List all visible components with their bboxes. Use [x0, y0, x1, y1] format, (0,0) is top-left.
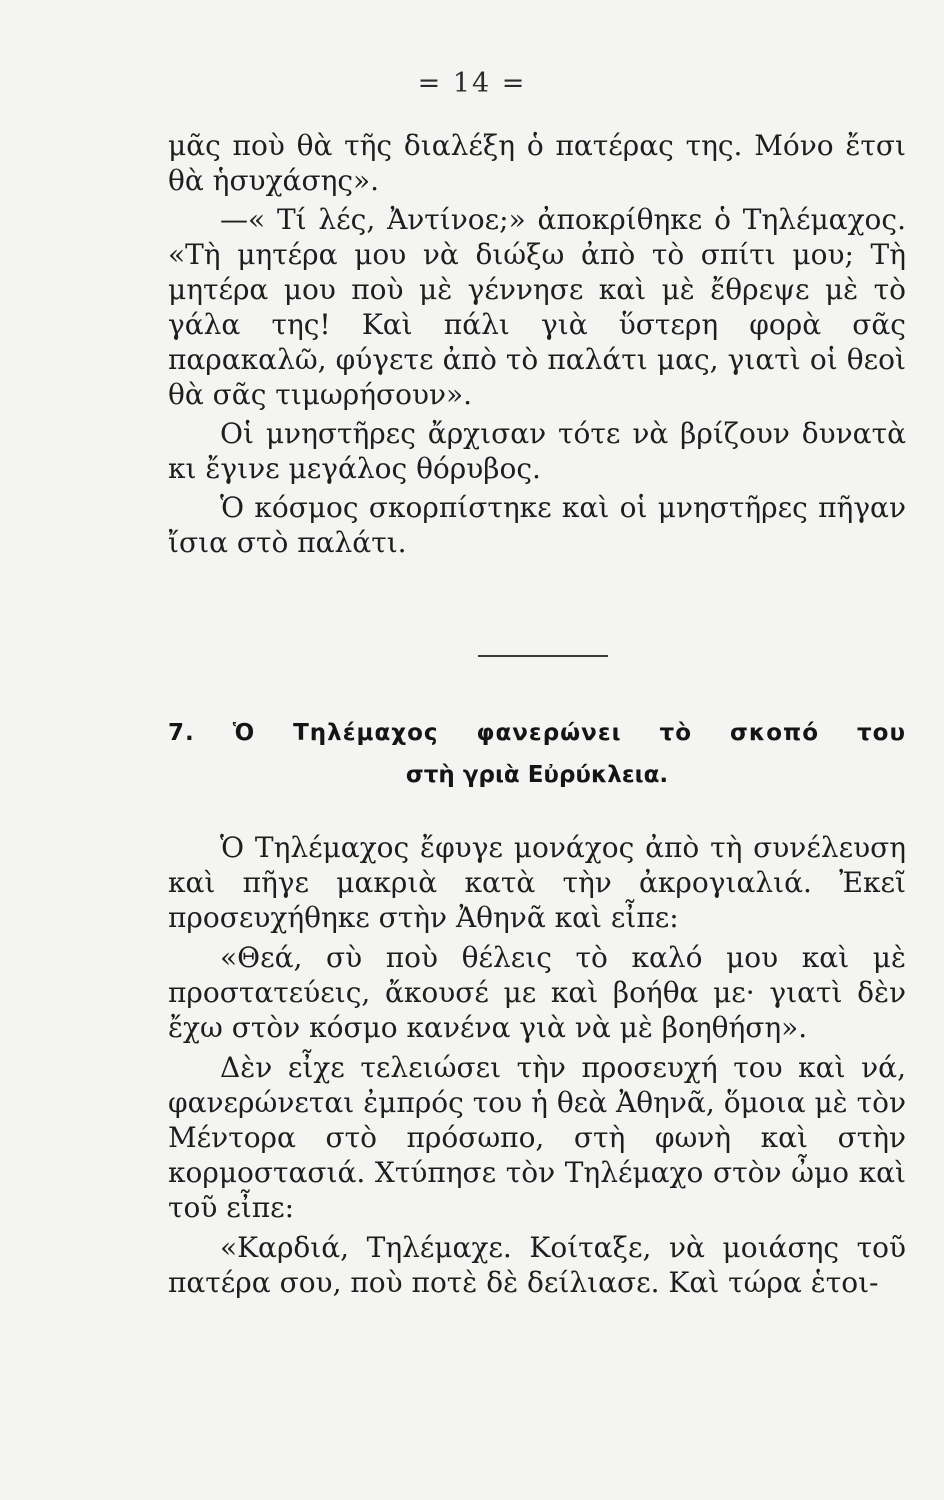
- paragraph-continuation: μᾶς ποὺ θὰ τῆς διαλέξη ὁ πατέρας της. Μόνο ἔτσι θὰ ἡσυχάσης».: [168, 129, 906, 197]
- section-divider: [478, 655, 608, 657]
- text-block-top: [168, 128, 906, 560]
- paragraph-prayer: «Θεά, σὺ ποὺ θέλεις τὸ καλό μου καὶ μὲ προστατεύεις, ἄκουσέ με καὶ βοήθα με· γιατὶ δὲν ἔχω στὸν κόσμο κανένα γιὰ νὰ μὲ βοηθήση».: [168, 941, 906, 1044]
- paragraph-telemachus-leaves: Ὁ Τηλέμαχος ἔφυγε μονάχος ἀπὸ τὴ συνέλευση καὶ πῆγε μακριὰ κατὰ τὴν ἀκρογιαλιά. Ἐκεῖ προσευχήθηκε στὴν Ἀθηνᾶ καὶ εἶπε:: [168, 831, 906, 934]
- text-block-bottom: [168, 830, 906, 1300]
- page-number: = 14 =: [417, 68, 527, 99]
- paragraph-athena-appears: Δὲν εἶχε τελειώσει τὴν προσευχή του καὶ νά, φανερώνεται ἐμπρός του ἡ θεὰ Ἀθηνᾶ, ὅμοια μὲ τὸν Μέντορα στὸ πρόσωπο, στὴ φωνὴ καὶ στὴν κορμοστασιά. Χτύπησε τὸν Τηλέμαχο στὸν ὦμο καὶ τοῦ εἶπε:: [168, 1051, 906, 1224]
- paragraph-athena-speaks: «Καρδιά, Τηλέμαχε. Κοίταξε, νὰ μοιάσης τοῦ πατέρα σου, ποὺ ποτὲ δὲ δείλιασε. Καὶ τώρα ἑτοι-: [168, 1231, 906, 1299]
- section-heading-line1: 7. Ὁ Τηλέμαχος φανερώνει τὸ σκοπό του: [168, 720, 906, 746]
- section-heading-line2: στὴ γριὰ Εὐρύκλεια.: [405, 762, 669, 788]
- section-heading: [168, 712, 906, 796]
- paragraph-telemachus-reply: —« Τί λές, Ἀντίνοε;» ἀποκρίθηκε ὁ Τηλέμαχος. «Τὴ μητέρα μου νὰ διώξω ἀπὸ τὸ σπίτι μου; Τὴ μητέρα μου ποὺ μὲ γέννησε καὶ μὲ ἔθρεψε μὲ τὸ γάλα της! Καὶ πάλι γιὰ ὕστερη φορὰ σᾶς παρακαλῶ, φύγετε ἀπὸ τὸ παλάτι μας, γιατὶ οἱ θεοὶ θὰ σᾶς τιμωρήσουν».: [168, 203, 906, 411]
- paragraph-suitors-shout: Οἱ μνηστῆρες ἄρχισαν τότε νὰ βρίζουν δυνατὰ κι ἔγινε μεγάλος θόρυβος.: [168, 417, 906, 485]
- paragraph-crowd-scatters: Ὁ κόσμος σκορπίστηκε καὶ οἱ μνηστῆρες πῆγαν ἴσια στὸ παλάτι.: [168, 491, 906, 559]
